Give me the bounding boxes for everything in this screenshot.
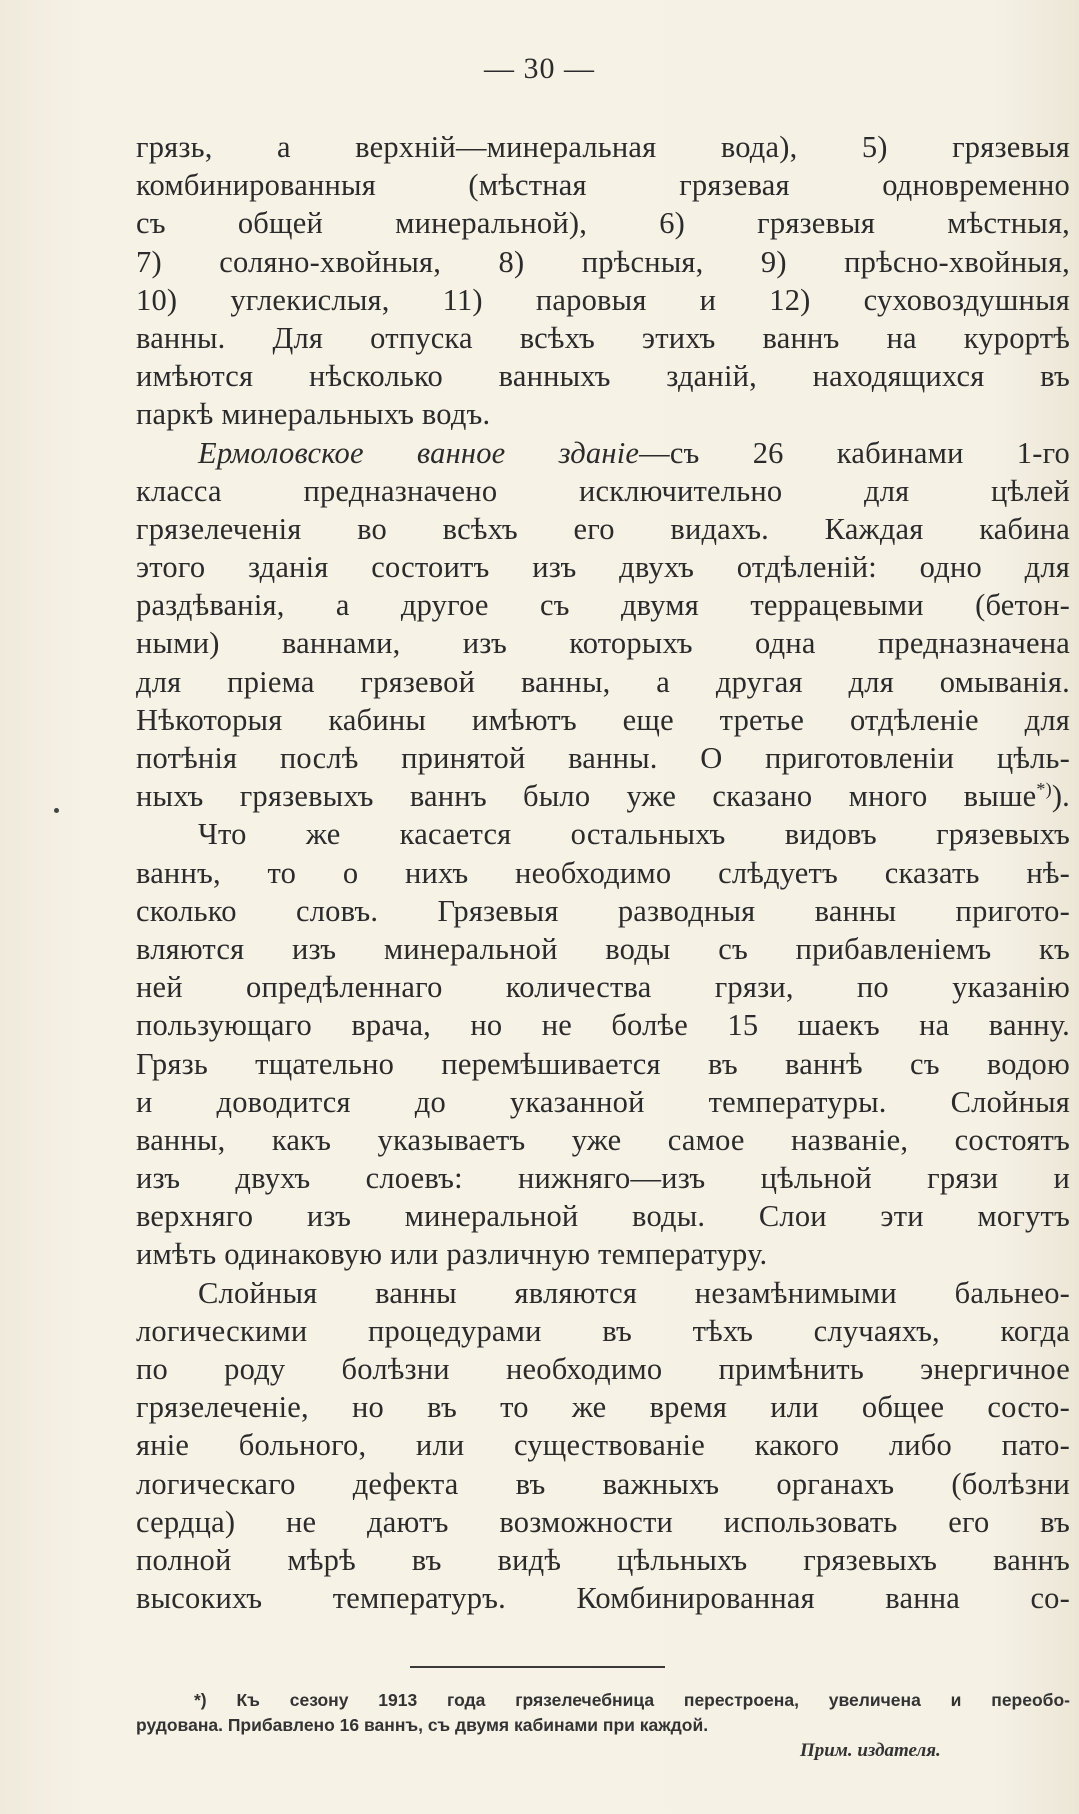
text-line: раздѣванія, а другое съ двумя террацевыми (бетон- bbox=[136, 588, 1070, 623]
text-line: пользующаго врача, но не болѣе 15 шаекъ на ванну. bbox=[136, 1008, 1070, 1043]
text-line: грязелеченіе, но въ то же время или общее состо- bbox=[136, 1390, 1070, 1425]
text-line: класса предназначено исключительно для цѣлей bbox=[136, 473, 1070, 508]
text-line: верхняго изъ минеральной воды. Слои эти могутъ bbox=[136, 1199, 1070, 1234]
text-line: сколько словъ. Грязевыя разводныя ванны пригото- bbox=[136, 893, 1070, 928]
text-line: грязь, а верхній—минеральная вода), 5) грязевыя bbox=[136, 130, 1070, 164]
text-line: комбинированныя (мѣстная грязевая одновременно bbox=[136, 168, 1070, 203]
text-line: высокихъ температуръ. Комбинированная ванна со- bbox=[136, 1581, 1070, 1616]
text-line: Нѣкоторыя кабины имѣютъ еще третье отдѣленіе для bbox=[136, 702, 1070, 737]
text-line: Слойныя ванны являются незамѣнимыми бальнео- bbox=[198, 1275, 1070, 1310]
text-line: сердца) не даютъ возможности использовать его въ bbox=[136, 1504, 1070, 1539]
text-line: логическими процедурами въ тѣхъ случаяхъ, когда bbox=[136, 1313, 1070, 1348]
footnote-text: Къ сезону 1913 года грязелечебница перестроена, увеличена и переобо- bbox=[236, 1690, 1070, 1710]
text-line: Что же касается остальныхъ видовъ грязевыхъ bbox=[198, 817, 1070, 852]
text-line: съ общей минеральной), 6) грязевыя мѣстныя, bbox=[136, 206, 1070, 241]
text-line: и доводится до указанной температуры. Слойныя bbox=[136, 1084, 1070, 1119]
line-text: ныхъ грязевыхъ ваннъ было уже сказано много выше bbox=[136, 779, 1037, 814]
text-line: имѣть одинаковую или различную температуру. bbox=[136, 1237, 768, 1272]
footnote-mark: *) bbox=[194, 1690, 207, 1710]
text-line: яніе больного, или существованіе какого либо пато- bbox=[136, 1428, 1070, 1463]
page-number: — 30 — bbox=[484, 52, 595, 85]
text-line: паркѣ минеральныхъ водъ. bbox=[136, 397, 491, 432]
text-line: ванны. Для отпуска всѣхъ этихъ ваннъ на курортѣ bbox=[136, 320, 1070, 355]
text-line: ванны, какъ указываетъ уже самое названіе, состоятъ bbox=[136, 1122, 1070, 1157]
text-line: логическаго дефекта въ важныхъ органахъ (болѣзни bbox=[136, 1466, 1070, 1501]
text-line-with-heading bbox=[136, 434, 1070, 472]
footnote-divider bbox=[410, 1666, 665, 1668]
body-text bbox=[136, 128, 1070, 1617]
text-line: по роду болѣзни необходимо примѣнить энергичное bbox=[136, 1352, 1070, 1386]
footnote-signature: Прим. издателя. bbox=[800, 1740, 941, 1761]
text-line: изъ двухъ слоевъ: нижняго—изъ цѣльной грязи и bbox=[136, 1161, 1070, 1196]
text-line: полной мѣрѣ въ видѣ цѣльныхъ грязевыхъ ваннъ bbox=[136, 1542, 1070, 1577]
text-line: грязелеченія во всѣхъ его видахъ. Каждая кабина bbox=[136, 511, 1070, 546]
text-line: 7) соляно-хвойныя, 8) прѣсныя, 9) прѣсно-хвойныя, bbox=[136, 244, 1070, 279]
text-line: ваннъ, то о нихъ необходимо слѣдуетъ сказать нѣ- bbox=[136, 855, 1070, 890]
footnote-line: рудована. Прибавлено 16 ваннъ, съ двумя кабинами при каждой. bbox=[136, 1715, 709, 1735]
text-line: 10) углекислыя, 11) паровыя и 12) суховоздушныя bbox=[136, 282, 1070, 317]
text-line: ней опредѣленнаго количества грязи, по указанію bbox=[136, 970, 1070, 1005]
text-line: этого зданія состоитъ изъ двухъ отдѣленій: одно для bbox=[136, 550, 1070, 585]
text-line: Грязь тщательно перемѣшивается въ ваннѣ съ водою bbox=[136, 1046, 1070, 1081]
footnote bbox=[136, 1688, 1070, 1738]
text-line: имѣются нѣсколько ванныхъ зданій, находящихся въ bbox=[136, 359, 1070, 394]
heading-tail: —съ 26 кабинами 1-го bbox=[639, 435, 1071, 470]
text-line: для пріема грязевой ванны, а другая для омыванія. bbox=[136, 664, 1070, 699]
footnote-ref[interactable]: *) bbox=[1036, 779, 1052, 800]
text-line: потѣнія послѣ принятой ванны. О приготовленіи цѣль- bbox=[136, 741, 1070, 775]
text-line: вляются изъ минеральной воды съ прибавленіемъ къ bbox=[136, 931, 1070, 966]
text-line-with-footnote-ref bbox=[136, 777, 1070, 815]
line-tail: ). bbox=[1051, 779, 1070, 814]
italic-heading: Ермоловское ванное зданіе bbox=[198, 435, 640, 470]
text-line: ными) ваннами, изъ которыхъ одна предназначена bbox=[136, 626, 1070, 661]
margin-mark bbox=[54, 808, 59, 813]
footnote-line bbox=[136, 1688, 1070, 1713]
